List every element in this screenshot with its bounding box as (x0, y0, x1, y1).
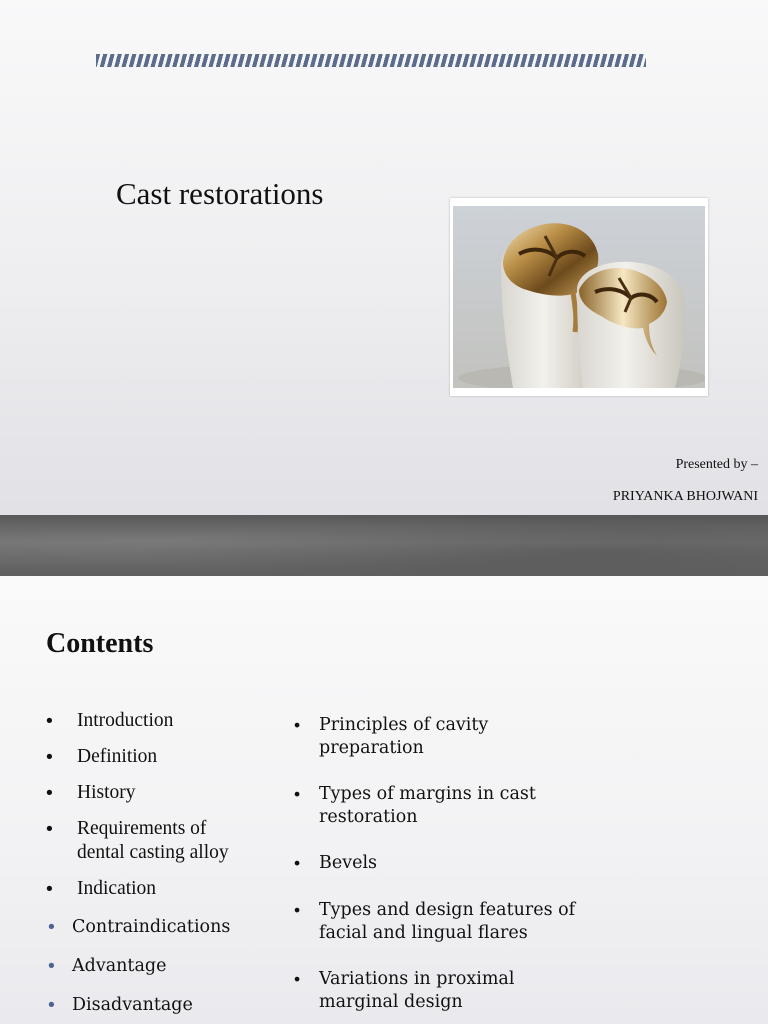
list-item-label: Principles of cavity preparation (319, 715, 489, 758)
list-item-label: Introduction (77, 710, 174, 731)
list-item (46, 954, 286, 978)
list-item (294, 783, 594, 829)
teeth-photo (450, 198, 708, 396)
list-item-label: Contraindications (72, 917, 231, 937)
bullet-icon: • (46, 782, 53, 804)
bullet-icon: • (48, 916, 55, 938)
presenter-name: PRIYANKA BHOJWANI (612, 489, 758, 504)
list-item-label: Disadvantage (72, 995, 193, 1015)
list-item (294, 852, 594, 875)
list-item (46, 915, 286, 939)
list-item-label: Bevels (319, 853, 378, 873)
list-item-label: Types of margins in cast restoration (319, 784, 536, 827)
contents-list-right (294, 714, 594, 1014)
bullet-icon: • (294, 715, 301, 735)
bullet-icon: • (46, 818, 53, 840)
presented-by-label: Presented by – (675, 457, 758, 472)
list-item (294, 899, 594, 945)
list-item-label: Definition (77, 746, 158, 767)
list-item (46, 877, 286, 901)
bullet-icon: • (46, 710, 53, 732)
list-item (46, 993, 286, 1017)
contents-slide (0, 576, 768, 1024)
contents-title: Contents (46, 628, 154, 659)
slide-separator-band (0, 515, 768, 576)
list-item-label: Requirements of dental casting alloy (77, 818, 229, 863)
contents-list-left (46, 709, 286, 1017)
gold-crown-teeth-image (453, 206, 705, 388)
bullet-icon: • (48, 955, 55, 977)
list-item (46, 781, 286, 805)
list-item-label: History (77, 782, 136, 803)
list-item-label: Variations in proximal marginal design (319, 969, 515, 1012)
bullet-icon: • (294, 853, 301, 873)
list-item (46, 745, 286, 769)
list-item (46, 709, 286, 733)
list-item-label: Types and design features of facial and lingual flares (319, 900, 576, 943)
bullet-icon: • (46, 878, 53, 900)
list-item-label: Indication (77, 878, 157, 899)
bullet-icon: • (48, 994, 55, 1016)
list-item (294, 968, 594, 1014)
bullet-icon: • (46, 746, 53, 768)
list-item (46, 817, 286, 865)
slide-title: Cast restorations (116, 176, 324, 211)
decorative-stripe-bar (96, 54, 646, 67)
list-item-label: Advantage (72, 956, 167, 976)
list-item (294, 714, 554, 760)
bullet-icon: • (294, 784, 301, 804)
bullet-icon: • (294, 900, 301, 920)
bullet-icon: • (294, 969, 301, 989)
